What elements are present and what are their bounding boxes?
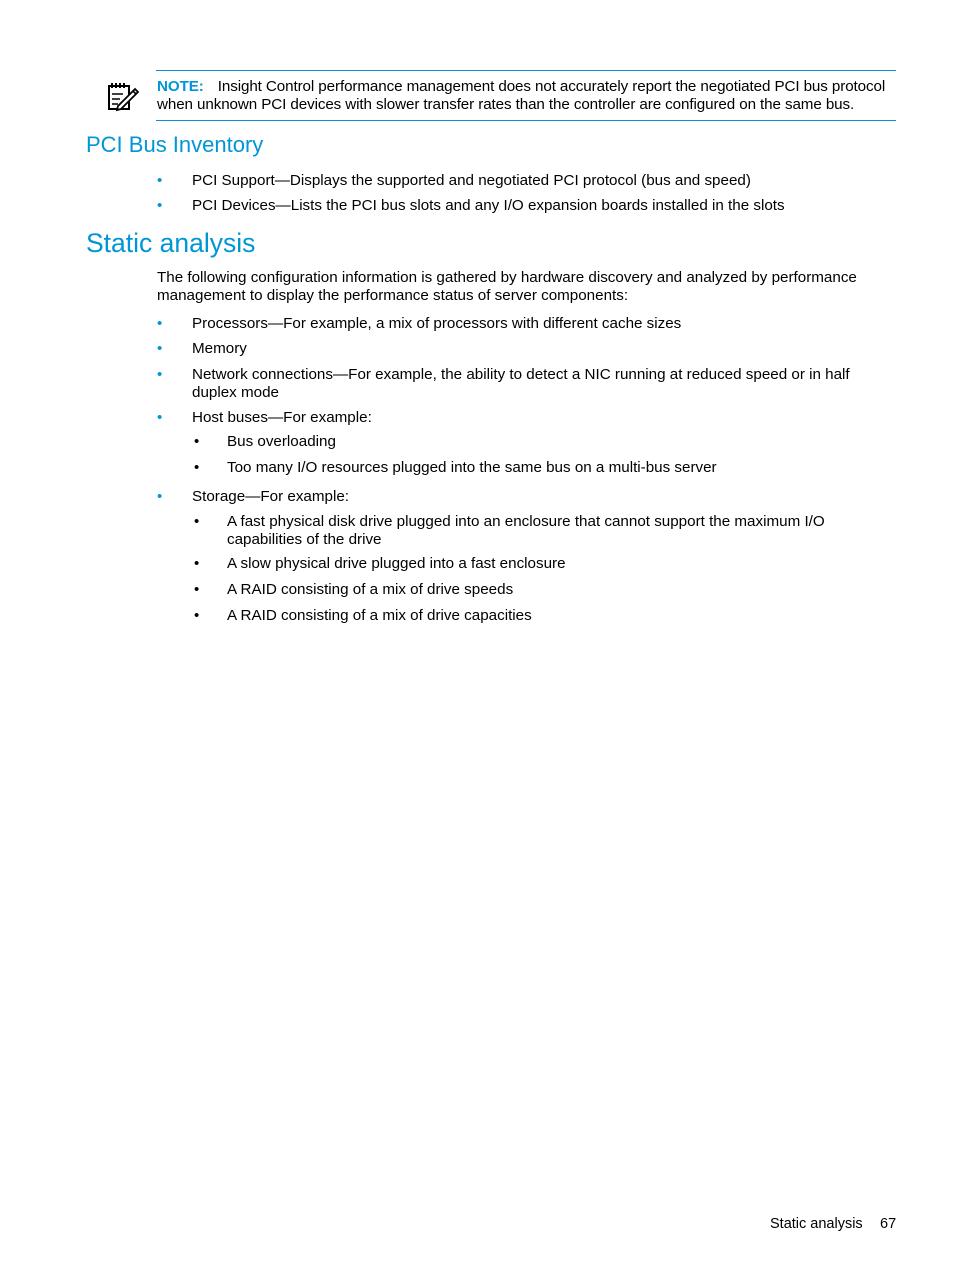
bullet-icon: • — [157, 340, 163, 357]
note-text-block — [157, 78, 899, 113]
note-pad-pencil-icon — [106, 80, 140, 112]
list-item: Memory — [192, 340, 247, 357]
intro-paragraph: The following configuration information is gathered by hardware discovery and analyzed by performance management to display the performance status of server components: — [157, 269, 857, 304]
sub-list-item: Bus overloading — [227, 433, 336, 450]
sub-list-item: Too many I/O resources plugged into the same bus on a multi-bus server — [227, 459, 717, 476]
bullet-icon: • — [157, 488, 163, 505]
bullet-icon: • — [194, 459, 200, 476]
bullet-icon: • — [157, 409, 163, 426]
sub-list-item: A fast physical disk drive plugged into an enclosure that cannot support the maximum I/O capabilities of the drive — [227, 513, 825, 548]
bullet-icon: • — [194, 607, 200, 624]
sub-list-item: A RAID consisting of a mix of drive capacities — [227, 607, 532, 624]
note-bottom-rule — [156, 120, 896, 121]
sub-list-item: A RAID consisting of a mix of drive speeds — [227, 581, 514, 598]
list-item: PCI Support—Displays the supported and negotiated PCI protocol (bus and speed) — [192, 172, 751, 189]
bullet-icon: • — [194, 433, 200, 450]
note-body: Insight Control performance management does not accurately report the negotiated PCI bus protocol when unknown PCI devices with slower transfer rates than the controller are configured on the same bus. — [157, 78, 886, 113]
bullet-icon: • — [157, 366, 163, 383]
bullet-icon: • — [157, 197, 163, 214]
list-item: Network connections—For example, the ability to detect a NIC running at reduced speed or in half duplex mode — [192, 366, 850, 401]
bullet-icon: • — [157, 172, 163, 189]
page-number: 67 — [880, 1216, 897, 1232]
list-item: Processors—For example, a mix of processors with different cache sizes — [192, 315, 682, 332]
bullet-icon: • — [194, 581, 200, 598]
section-heading-pci-bus-inventory: PCI Bus Inventory — [86, 132, 264, 157]
bullet-icon: • — [157, 315, 163, 332]
footer-section-title: Static analysis — [770, 1216, 863, 1232]
list-item: PCI Devices—Lists the PCI bus slots and any I/O expansion boards installed in the slots — [192, 197, 785, 214]
bullet-icon: • — [194, 555, 200, 572]
list-item: Storage—For example: — [192, 488, 350, 505]
section-heading-static-analysis: Static analysis — [86, 228, 256, 258]
bullet-icon: • — [194, 513, 200, 530]
note-top-rule — [156, 70, 896, 71]
sub-list-item: A slow physical drive plugged into a fast enclosure — [227, 555, 566, 572]
note-label: NOTE: — [157, 78, 204, 95]
list-item: Host buses—For example: — [192, 409, 372, 426]
